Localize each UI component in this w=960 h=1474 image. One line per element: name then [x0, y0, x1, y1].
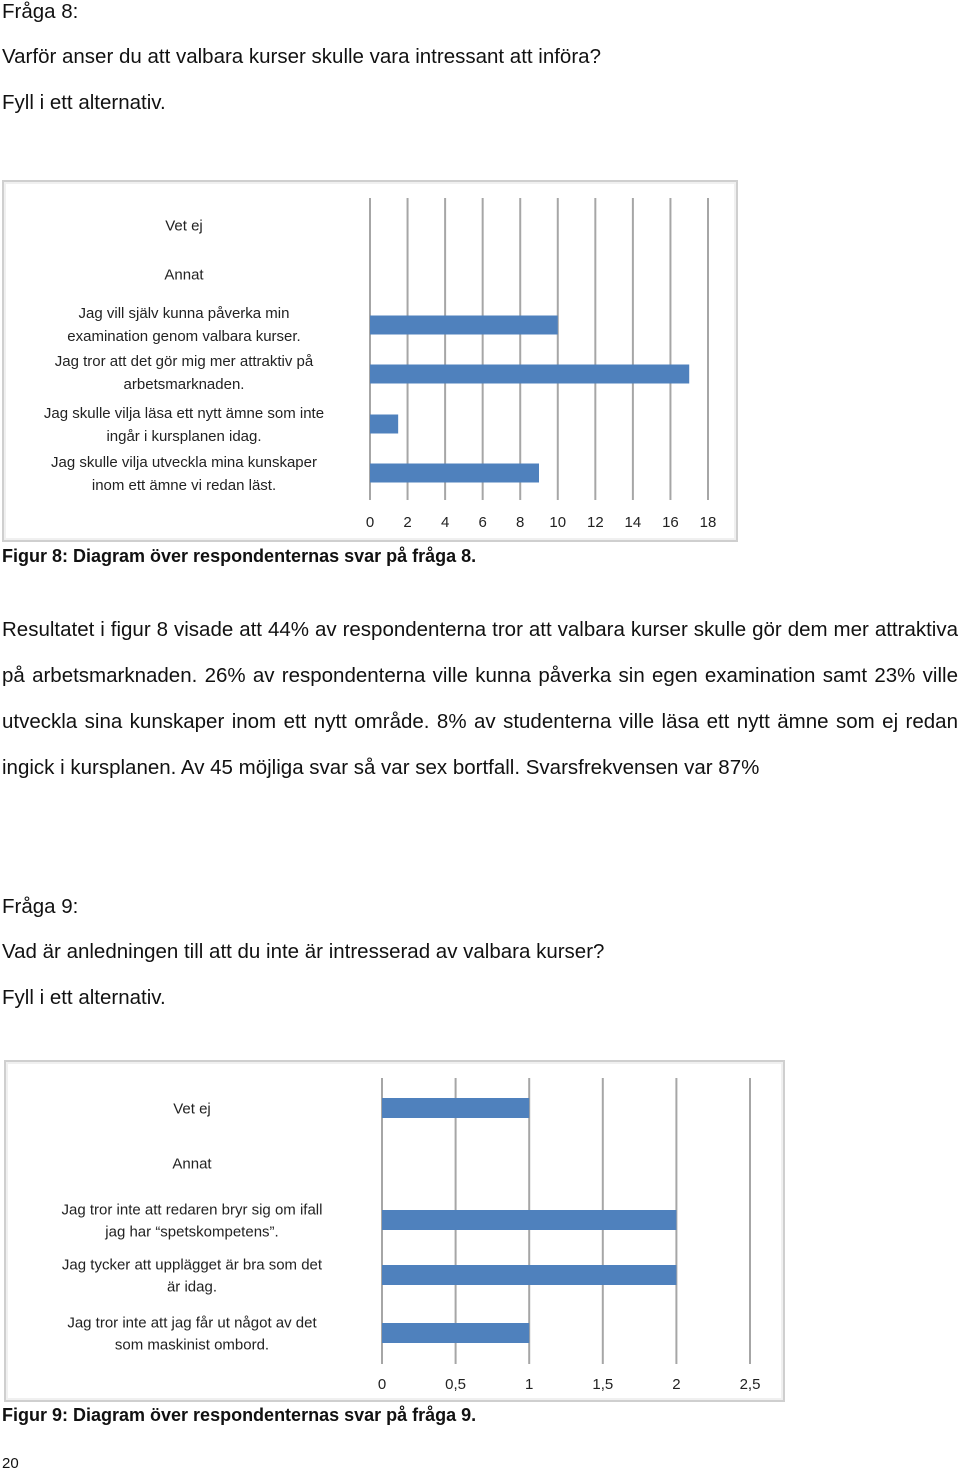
bar — [382, 1210, 676, 1230]
category-label: arbetsmarknaden. — [123, 375, 245, 393]
category-label: examination genom valbara kurser. — [67, 327, 301, 345]
category-label: inom ett ämne vi redan läst. — [91, 476, 277, 494]
x-tick-label: 2 — [403, 514, 412, 531]
category-label: Jag skulle vilja läsa ett nytt ämne som inte — [43, 404, 325, 422]
x-tick-label: 16 — [662, 514, 679, 531]
x-tick-label: 8 — [516, 514, 525, 531]
question-9-text: Vad är anledningen till att du inte är intresserad av valbara kurser? — [2, 940, 605, 963]
figure-9-chart — [4, 1060, 785, 1402]
x-tick-label: 1,5 — [592, 1376, 614, 1393]
x-tick-label: 12 — [586, 514, 604, 531]
question-9-instruction: Fyll i ett alternativ. — [2, 986, 166, 1009]
question-9-heading: Fråga 9: — [2, 895, 79, 918]
bar — [370, 415, 398, 434]
category-label: ingår i kursplanen idag. — [106, 427, 262, 445]
x-tick-label: 1 — [525, 1376, 534, 1393]
question-8-instruction: Fyll i ett alternativ. — [2, 91, 166, 114]
results-paragraph: Resultatet i figur 8 visade att 44% av respondenterna tror att valbara kurser skulle gör dem mer attraktiva på arbetsmarknaden. 26% av respondenterna ville kunna påverka sin egen examination samt 23% ville utveckla sina kunskaper inom ett nytt område. 8% av studenterna ville läsa ett nytt ämne som ej redan ingick i kursplanen. Av 45 möjliga svar så var sex bortfall. Svarsfrekvensen var 87% — [2, 618, 958, 779]
category-label: Annat — [172, 1155, 212, 1173]
category-label: är idag. — [166, 1278, 218, 1296]
x-tick-label: 10 — [549, 514, 567, 531]
figure-8-chart-svg — [4, 182, 740, 544]
category-label: Jag vill själv kunna påverka min — [78, 304, 290, 322]
bar — [382, 1323, 529, 1343]
category-label: jag har “spetskompetens”. — [105, 1223, 279, 1241]
figure-8-chart — [2, 180, 738, 542]
x-tick-label: 0 — [377, 1376, 387, 1393]
figure-8-caption: Figur 8: Diagram över respondenternas svar på fråga 8. — [2, 546, 477, 566]
x-tick-label: 2 — [672, 1376, 681, 1393]
x-tick-label: 2,5 — [739, 1376, 761, 1393]
bar — [370, 464, 539, 483]
category-label: Annat — [164, 266, 204, 284]
question-8-text: Varför anser du att valbara kurser skulle vara intressant att införa? — [2, 45, 601, 68]
bar — [382, 1265, 676, 1285]
category-label: som maskinist ombord. — [114, 1336, 270, 1354]
x-tick-label: 0 — [365, 514, 375, 531]
bar — [382, 1098, 529, 1118]
category-label: Jag tror inte att jag får ut något av det — [67, 1314, 317, 1332]
category-label: Vet ej — [173, 1100, 211, 1118]
category-label: Vet ej — [165, 217, 203, 235]
bar — [370, 316, 558, 335]
page-number: 20 — [2, 1455, 19, 1472]
figure-9-caption: Figur 9: Diagram över respondenternas svar på fråga 9. — [2, 1405, 477, 1425]
category-label: Jag skulle vilja utveckla mina kunskaper — [51, 453, 317, 471]
bar — [370, 365, 689, 384]
x-tick-label: 6 — [478, 514, 487, 531]
question-8-heading: Fråga 8: — [2, 0, 79, 23]
x-tick-label: 4 — [440, 514, 450, 531]
figure-9-chart-svg — [6, 1062, 787, 1404]
x-tick-label: 14 — [624, 514, 642, 531]
x-tick-label: 0,5 — [445, 1376, 467, 1393]
x-tick-label: 18 — [699, 514, 717, 531]
category-label: Jag tycker att upplägget är bra som det — [61, 1256, 323, 1274]
category-label: Jag tror inte att redaren bryr sig om ifall — [61, 1201, 323, 1219]
category-label: Jag tror att det gör mig mer attraktiv på — [54, 352, 314, 370]
